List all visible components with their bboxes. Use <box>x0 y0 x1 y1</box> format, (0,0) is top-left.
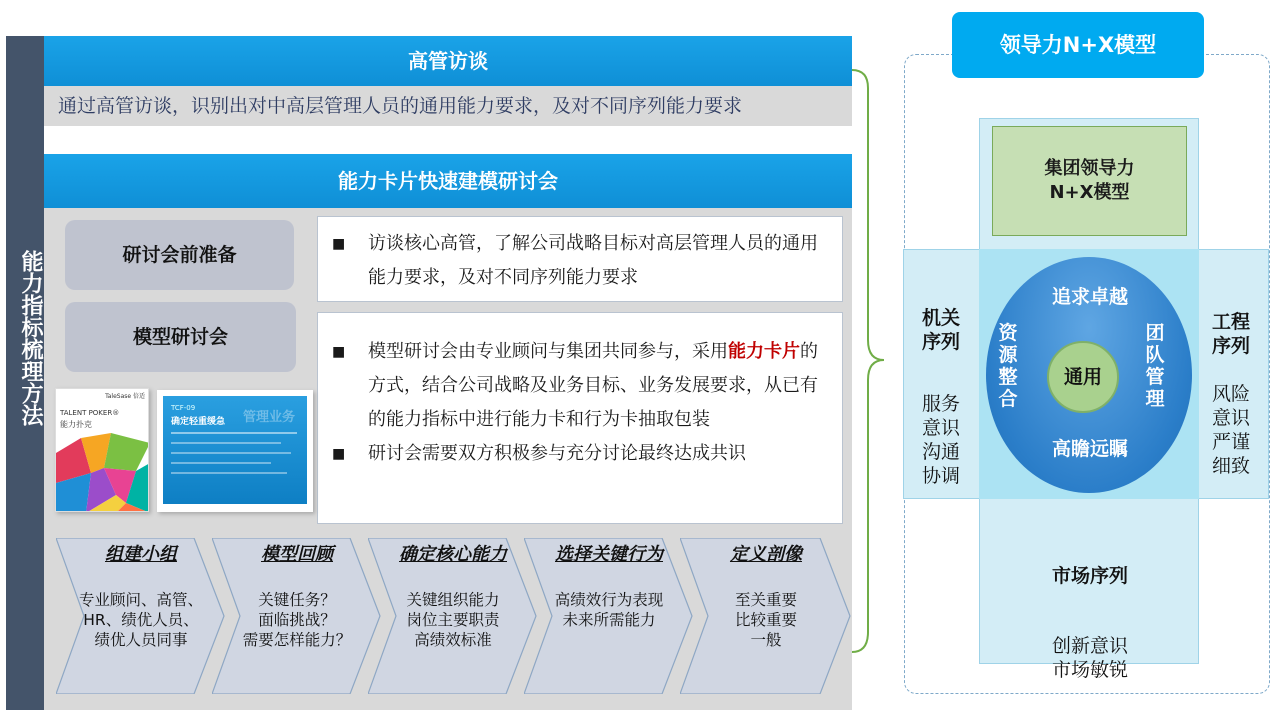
prep-label: 研讨会前准备 <box>65 220 294 290</box>
market-sequence-title: 市场序列 <box>1051 565 1128 587</box>
talent-poker-card-image: TaleSase 倍适 TALENT POKER® 能力扑克 <box>55 388 149 512</box>
admin-sequence-items: 服务 意识 沟通 协调 <box>922 393 961 487</box>
panel-divider <box>44 126 852 154</box>
mosaic-graphic <box>56 433 149 512</box>
step-body: 高绩效行为表现 未来所需能力 <box>554 591 664 629</box>
market-sequence <box>1000 540 1180 706</box>
consensus-text: 研讨会需要双方积极参与充分讨论最终达成共识 <box>368 443 746 464</box>
side-title: 能力指标梳理方法 <box>18 250 43 426</box>
model-title: 领导力N+X模型 <box>952 12 1204 78</box>
step-title: 定义剖像 <box>730 544 802 565</box>
step-model-review <box>212 538 382 694</box>
group-leadership-box: 集团领导力 N+X模型 <box>992 126 1187 236</box>
engineering-sequence-items: 风险 意识 严谨 细致 <box>1212 383 1251 477</box>
step-define-profile <box>680 538 852 694</box>
step-key-behavior <box>524 538 694 694</box>
admin-sequence-title: 机关 序列 <box>922 307 961 353</box>
step-title: 组建小组 <box>105 544 177 565</box>
prep-description-text: 访谈核心高管，了解公司战略目标对高层管理人员的通用能力要求，及对不同序列能力要求 <box>368 233 818 288</box>
workshop-header: 能力卡片快速建模研讨会 <box>44 154 852 208</box>
oval-bottom-label: 高瞻远瞩 <box>1051 438 1128 460</box>
step-body: 关键任务？ 面临挑战？ 需要怎样能力？ <box>242 591 352 649</box>
step-body: 专业顾问、高管、 HR、绩优人员、 绩优人员同事 <box>78 591 203 649</box>
engineering-sequence <box>1212 286 1262 502</box>
highlight-ability-cards: 能力卡片 <box>728 341 800 362</box>
oval-left-label: 资源整合 <box>998 322 1018 410</box>
bullet-icon: ■ <box>332 236 346 252</box>
market-sequence-items: 创新意识 市场敏锐 <box>1051 635 1128 681</box>
step-body: 至关重要 比较重要 一般 <box>734 591 797 649</box>
workshop-description-text: 模型研讨会由专业顾问与集团共同参与，采用能力卡片的方式，结合公司战略及业务目标、业务发展要求，从已有的能力指标中进行能力卡和行为卡抽取包装 <box>368 341 818 430</box>
step-title: 模型回顾 <box>261 544 333 565</box>
prep-description-box <box>317 216 843 302</box>
bullet-icon: ■ <box>332 446 346 462</box>
workshop-description-box <box>317 312 843 524</box>
engineering-sequence-title: 工程 序列 <box>1212 311 1251 357</box>
admin-sequence <box>922 282 972 512</box>
interview-description: 通过高管访谈，识别出对中高层管理人员的通用能力要求，及对不同序列能力要求 <box>58 95 743 117</box>
step-build-team <box>56 538 226 694</box>
step-title: 选择关键行为 <box>555 544 663 565</box>
model-workshop-label: 模型研讨会 <box>65 302 296 372</box>
oval-top-label: 追求卓越 <box>1051 286 1128 308</box>
brace-connector <box>850 66 890 656</box>
step-title: 确定核心能力 <box>399 544 507 565</box>
step-body: 关键组织能力 岗位主要职责 高绩效标准 <box>406 591 500 649</box>
ability-card-image: TCF-09 确定轻重缓急 管理业务 <box>157 390 313 512</box>
bullet-icon: ■ <box>332 344 346 360</box>
step-core-ability <box>368 538 538 694</box>
core-general-circle: 通用 <box>1047 341 1119 413</box>
oval-right-label: 团队管理 <box>1145 322 1165 410</box>
interview-header: 高管访谈 <box>44 36 852 86</box>
